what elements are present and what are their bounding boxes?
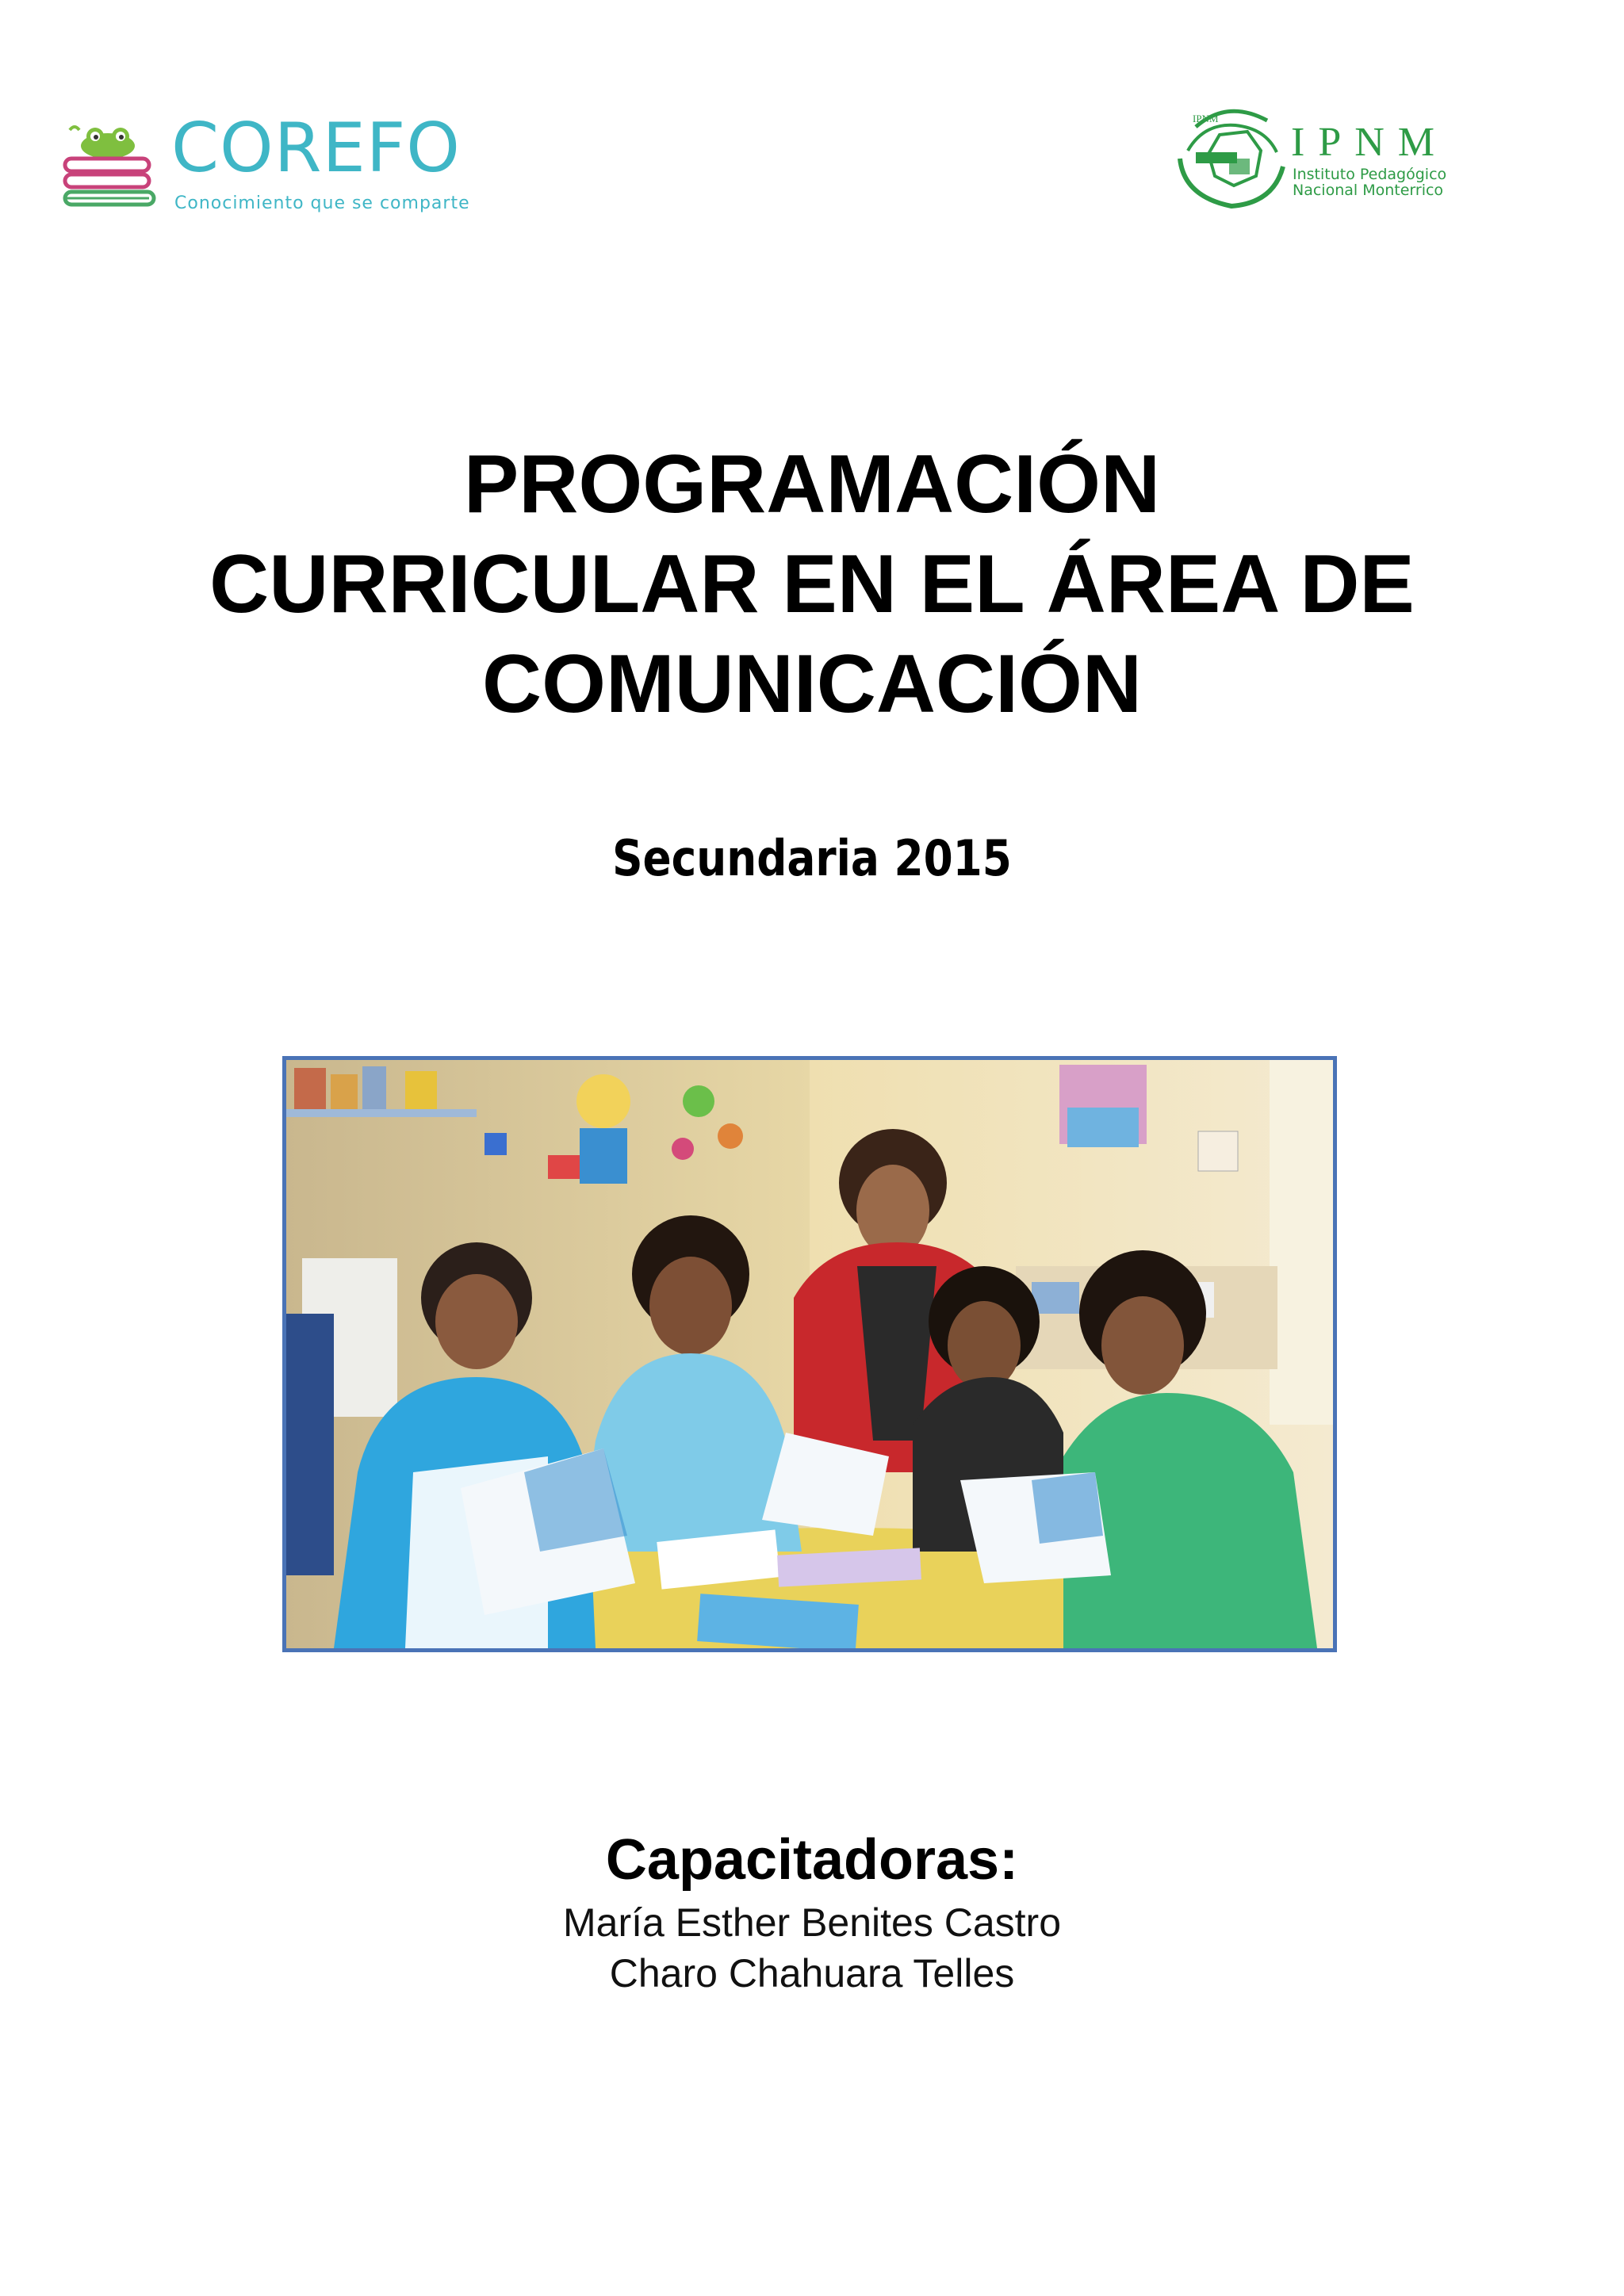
- classroom-photo: [282, 1056, 1337, 1652]
- corefo-logo: [62, 109, 490, 222]
- ipnm-seal-icon: [1172, 103, 1291, 214]
- title-line-1: PROGRAMACIÓN: [463, 438, 1161, 530]
- trainer-name: María Esther Benites Castro: [562, 1900, 1062, 1945]
- ipnm-logo-name: IPNM: [1291, 120, 1449, 165]
- classroom-photo-image: [286, 1060, 1333, 1648]
- ipnm-logo-line1: Instituto Pedagógico: [1293, 166, 1447, 183]
- svg-text:IPNM: IPNM: [1193, 113, 1219, 124]
- title-line-3: COMUNICACIÓN: [482, 638, 1142, 730]
- trainers-heading: Capacitadoras:: [605, 1828, 1019, 1892]
- title-line-2: CURRICULAR EN EL ÁREA DE: [209, 538, 1415, 630]
- trainer-name: Charo Chahuara Telles: [609, 1951, 1015, 1996]
- ipnm-logo-subtitle: [1293, 166, 1446, 198]
- corefo-books-frog-icon: [62, 122, 165, 217]
- document-title: [0, 434, 1624, 734]
- document-subtitle: Secundaria 2015: [612, 829, 1012, 887]
- corefo-logo-name: COREFO: [171, 109, 461, 188]
- ipnm-logo-line2: Nacional Monterrico: [1293, 182, 1444, 199]
- ipnm-logo: [1172, 103, 1505, 214]
- corefo-logo-tagline: Conocimiento que se comparte: [174, 193, 470, 213]
